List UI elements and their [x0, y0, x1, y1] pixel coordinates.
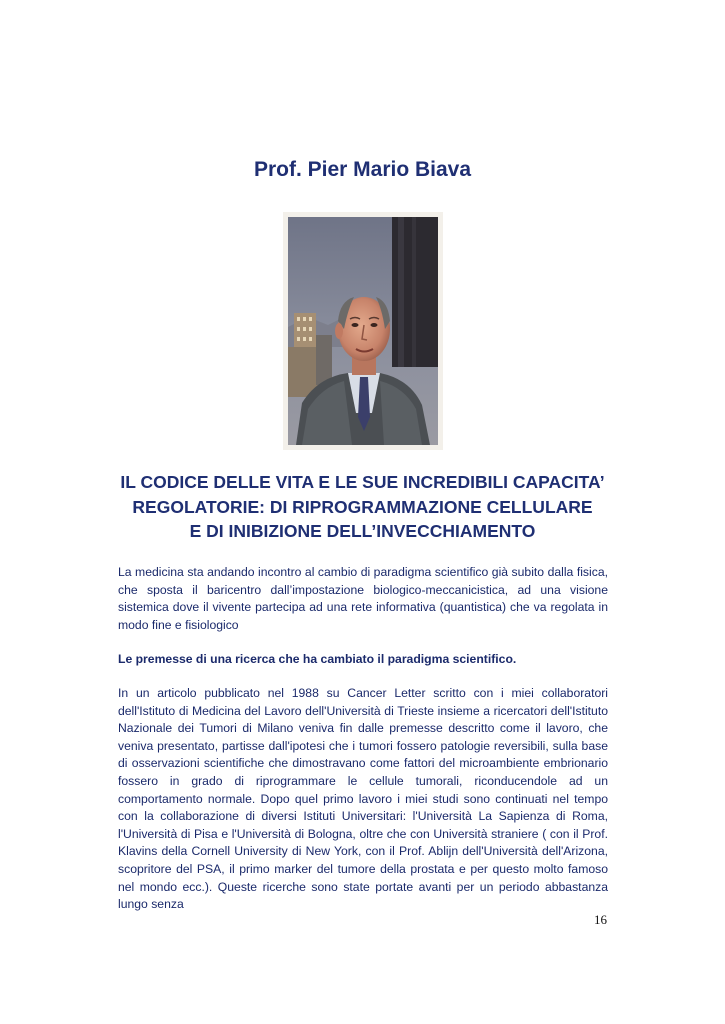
- body-paragraph: In un articolo pubblicato nel 1988 su Cancer Letter scritto con i miei collaboratori dell'Istituto di Medicina del Lavoro dell'Università di Trieste insieme a ricercatori dell'Istituto Nazionale dei Tumori di Milano veniva fin dalle premesse descritto come il lavoro, che veniva presentato, partisse dall'ipotesi che i tumori fossero patologie reversibili, sulla base di osservazioni scientifiche che dimostravano come fattori del microambiente embrionario fossero in grado di riprogrammare le cellule tumorali, riconducendole ad un comportamento normale. Dopo quel primo lavoro i miei studi sono continuati nel tempo con la collaborazione di diversi Istituti Universitari: l'Università La Sapienza di Roma, l'Università di Pisa e l'Università di Bologna, oltre che con Università straniere ( con il Prof. Klavins della Cornell University di New York, con il Prof. Ablijn dell'Università dell'Arizona, scopritore del PSA, il primo marker del tumore della prostata e per questo molto famoso nel mondo ecc.). Queste ricerche sono state portate avanti per un periodo abbastanza lungo senza: [118, 686, 608, 912]
- intro-paragraph: La medicina sta andando incontro al cambio di paradigma scientifico già subito dalla fisica, che sposta il baricentro dall’impostazione biologico-meccanicistica, ad una visione sistemica dove il vivente partecipa ad una rete informativa (quantistica) che va regolata in modo fine e fisiologico: [118, 565, 608, 632]
- section-title: Le premesse di una ricerca che ha cambiato il paradigma scientifico.: [118, 652, 517, 666]
- page-number: 16: [594, 912, 607, 927]
- page-title: Prof. Pier Mario Biava: [253, 158, 472, 181]
- heading-line: REGOLATORIE: DI RIPROGRAMMAZIONE CELLULARE: [132, 496, 593, 517]
- heading-line: IL CODICE DELLE VITA E LE SUE INCREDIBILI CAPACITA’: [120, 472, 605, 492]
- portrait-image: [288, 217, 438, 445]
- heading-line: E DI INIBIZIONE DELL’INVECCHIAMENTO: [189, 521, 536, 541]
- portrait-photo: [283, 212, 443, 450]
- article-heading: [110, 470, 615, 544]
